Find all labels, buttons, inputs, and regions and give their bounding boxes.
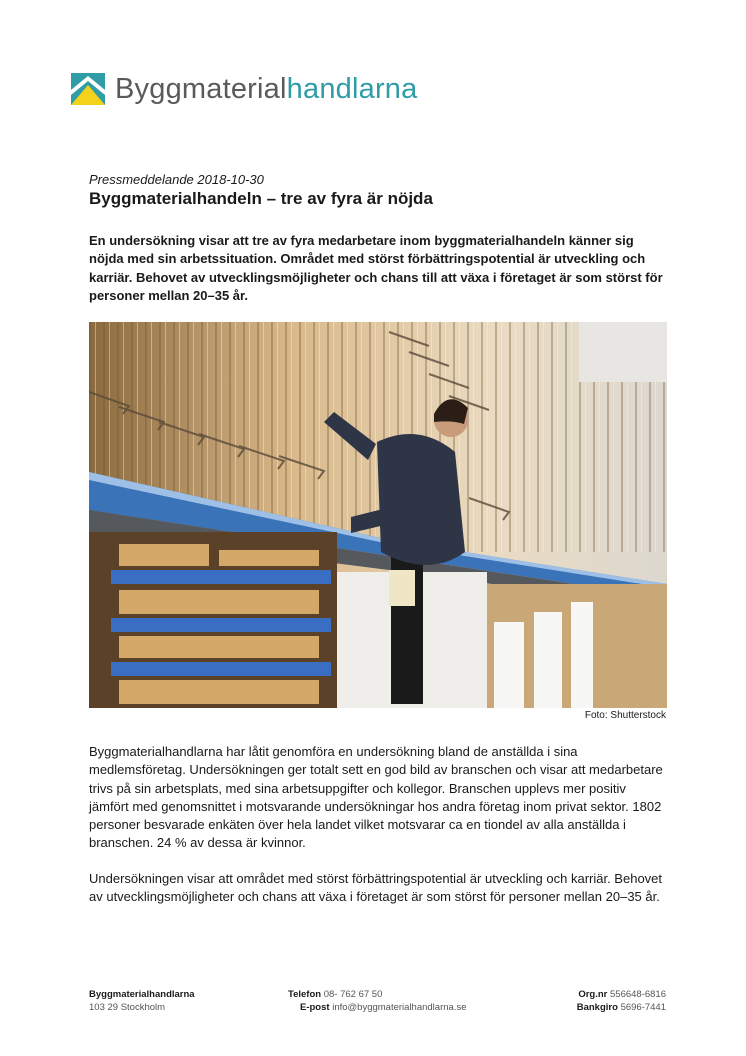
footer-registration [577,989,666,1014]
footer-contact [288,989,466,1014]
phone-label: Telefon [288,989,322,1000]
footer-organisation [89,989,195,1014]
photo-caption: Foto: Shutterstock [584,710,666,721]
press-release-title: Byggmaterialhandeln – tre av fyra är nöjda [89,189,433,208]
brand-name-part2: handlarna [286,73,418,105]
orgnr-label: Org.nr [578,989,608,1000]
brand-name [115,72,417,106]
lead-paragraph: En undersökning visar att tre av fyra medarbetare inom byggmaterialhandeln känner sig nöjda med sin arbetssituation. Området med störst förbättringspotential är utveckling och karriär. Behovet av utvecklingsmöjligheter och chans till att växa i företaget är som störst för personer mellan 20–35 år. [89,233,663,303]
orgnr-value: 556648-6816 [610,989,666,1000]
bankgiro-label: Bankgiro [576,1001,618,1013]
bankgiro-value: 5696-7441 [620,1001,666,1013]
email-link[interactable]: info@byggmaterialhandlarna.se [332,1001,467,1013]
body-paragraph: Byggmaterialhandlarna har låtit genomföra en undersökning bland de anställda i sina medlemsföretag. Undersökningen ger totalt sett en god bild av branschen och visar att medarbetare trivs på sin arbetsplats, med sina arbetsuppgifter och kollegor. Branschen upplevs mer positiv jämfört med genomsnittet i motsvarande undersökningar hos andra företag inom privat sektor. 1802 personer besvarade enkäten över hela landet vilket motsvarar ca en tiondel av alla anställda i branschen. 24 % av dessa är kvinnor. [89,744,663,851]
footer-address: 103 29 Stockholm [89,1001,166,1013]
body-paragraph: Undersökningen visar att området med störst förbättringspotential är utveckling och karriär. Behovet av utvecklingsmöjligheter och chans att växa i företaget är som störst för personer mellan 20–35 år. [89,871,663,905]
phone-value[interactable]: 08- 762 67 50 [323,989,383,1000]
article-photo [89,322,667,708]
brand-logo [71,72,417,106]
brand-name-part1: Byggmaterial [115,73,287,105]
press-release-date: Pressmeddelande 2018-10-30 [89,172,264,187]
email-label: E-post [300,1001,330,1013]
footer-org-name: Byggmaterialhandlarna [89,989,195,1000]
house-roof-icon [71,73,105,105]
